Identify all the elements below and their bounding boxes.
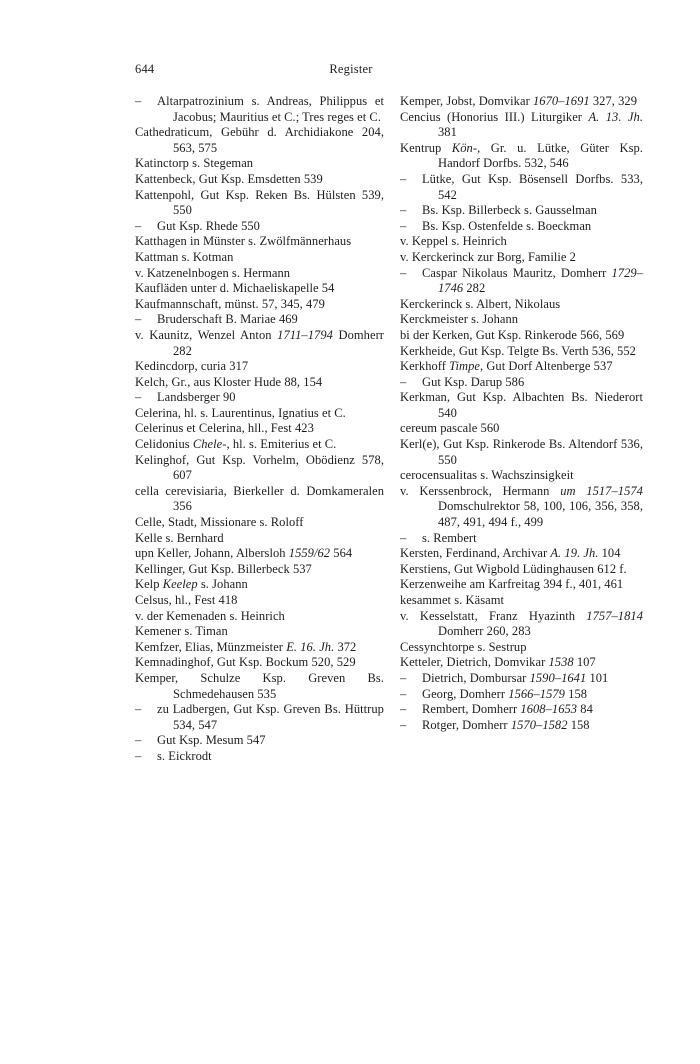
index-entry [400, 546, 643, 562]
index-subentry [400, 266, 643, 297]
subentry-dash: – [135, 390, 142, 405]
index-entry [135, 531, 384, 547]
entry-text: Gut Ksp. Mesum 547 [157, 733, 266, 748]
entry-text: v. Katzenelnbogen s. Hermann [135, 265, 291, 280]
entry-text: Kerkheide, Gut Ksp. Telgte Bs. Verth 536, 552 [400, 343, 636, 358]
index-entry [400, 110, 643, 141]
entry-text: v. Kesselstatt, Franz Hyazinth [400, 608, 587, 623]
entry-text: v. Kerckerinck zur Borg, Familie 2 [400, 249, 576, 264]
index-entry [135, 609, 384, 625]
entry-text: cereum pascale 560 [400, 421, 500, 436]
entry-text: Lütke, Gut Ksp. Bösensell Dorfbs. 533, 542 [422, 171, 643, 202]
entry-text: Landsberger 90 [157, 390, 236, 405]
index-entry [135, 375, 384, 391]
entry-text: 372 [334, 639, 357, 654]
entry-italic-text: Chele- [192, 437, 227, 452]
entry-text: 327, 329 [589, 94, 637, 108]
entry-text: 107 [573, 655, 596, 670]
entry-text: Domschulrektor 58, 100, 106, 356, 358, 487, 491, 494 f., 499 [438, 499, 643, 530]
entry-text: Altarpatrozinium s. Andreas, Philippus et Jacobus; Mauritius et C.; Tres reges et C. [157, 94, 384, 124]
entry-text: , Gr. u. Lütke, Güter Ksp. Handorf Dorfbs. 532, 546 [438, 140, 643, 171]
subentry-dash: – [400, 717, 407, 732]
index-entry [400, 250, 643, 266]
entry-text: Katthagen in Münster s. Zwölfmännerhaus [135, 234, 352, 249]
entry-italic-text: 1670–1691 [532, 94, 590, 108]
index-entry [400, 593, 643, 609]
index-subentry [400, 671, 643, 687]
entry-text: Kelinghof, Gut Ksp. Vorhelm, Obödienz 578, 607 [135, 452, 384, 483]
entry-text: Kentrup [400, 140, 452, 155]
index-subentry [135, 702, 384, 733]
entry-text: Cessynchtorpe s. Sestrup [400, 639, 527, 654]
entry-italic-text: A. 13. Jh. [588, 109, 643, 124]
entry-text: Kaufmannschaft, münst. 57, 345, 479 [135, 296, 325, 311]
entry-italic-text: 1757–1814 [586, 608, 643, 623]
entry-text: Kemener s. Timan [135, 624, 228, 639]
index-entry [135, 188, 384, 219]
index-entry [400, 468, 643, 484]
index-subentry [135, 312, 384, 328]
entry-text: v. Kerssenbrock, Hermann [400, 483, 561, 498]
entry-italic-text: 1729–1746 [438, 265, 643, 296]
entry-text: 101 [586, 670, 609, 685]
entry-text: Kelch, Gr., aus Kloster Hude 88, 154 [135, 374, 323, 389]
index-entry [400, 655, 643, 671]
entry-text: Ketteler, Dietrich, Domvikar [400, 655, 549, 670]
index-entry [400, 640, 643, 656]
index-subentry [400, 687, 643, 703]
entry-italic-text: 1590–1641 [529, 670, 587, 685]
subentry-dash: – [135, 312, 142, 327]
index-entry [400, 390, 643, 421]
index-entry [400, 359, 643, 375]
index-entry [400, 484, 643, 531]
entry-text: 564 [330, 546, 353, 561]
index-column-right [400, 94, 643, 733]
page-header [135, 62, 567, 82]
entry-text: Celerina, hl. s. Laurentinus, Ignatius et C. [135, 405, 346, 420]
entry-text: v. Kaunitz, Wenzel Anton [135, 327, 278, 342]
entry-text: upn Keller, Johann, Albersloh [135, 546, 289, 561]
entry-text: 282 [463, 281, 486, 296]
entry-text: Kemnadinghof, Gut Ksp. Bockum 520, 529 [135, 655, 356, 670]
entry-text: Gut Ksp. Rhede 550 [157, 218, 260, 233]
index-entry [135, 406, 384, 422]
subentry-dash: – [400, 686, 407, 701]
entry-text: Celle, Stadt, Missionare s. Roloff [135, 515, 304, 530]
index-entry [135, 266, 384, 282]
entry-text: Celidonius [135, 437, 193, 452]
index-entry [400, 141, 643, 172]
entry-text: s. Rembert [422, 530, 477, 545]
index-entry [135, 250, 384, 266]
entry-text: Bs. Ksp. Ostenfelde s. Boeckman [422, 218, 592, 233]
entry-text: Celsus, hl., Fest 418 [135, 593, 238, 607]
index-entry [135, 562, 384, 578]
entry-text: v. der Kemenaden s. Heinrich [135, 608, 285, 623]
entry-italic-text: 1566–1579 [508, 686, 565, 701]
entry-text: Kattenpohl, Gut Ksp. Reken Bs. Hülsten 539, 550 [135, 187, 384, 218]
entry-text: Cencius (Honorius III.) Liturgiker [400, 109, 589, 124]
entry-text: Celerinus et Celerina, hll., Fest 423 [135, 421, 314, 436]
entry-text: Dietrich, Dombursar [422, 670, 530, 685]
index-entry [135, 640, 384, 656]
entry-text: Bruderschaft B. Mariae 469 [157, 312, 298, 327]
index-entry [400, 609, 643, 640]
entry-text: v. Keppel s. Heinrich [400, 234, 507, 249]
index-entry [135, 437, 384, 453]
subentry-dash: – [135, 702, 142, 717]
entry-text: Kellinger, Gut Ksp. Billerbeck 537 [135, 561, 312, 576]
index-entry [135, 577, 384, 593]
entry-italic-text: A. 19. Jh. [550, 546, 599, 561]
index-entry [400, 328, 643, 344]
entry-text: 158 [567, 717, 590, 732]
entry-italic-text: 1570–1582 [510, 717, 568, 732]
index-entry [135, 125, 384, 156]
index-subentry [135, 219, 384, 235]
index-entry [400, 297, 643, 313]
index-entry [400, 437, 643, 468]
subentry-dash: – [135, 94, 142, 108]
index-entry [135, 515, 384, 531]
index-entry [135, 281, 384, 297]
entry-text: cella cerevisiaria, Bierkeller d. Domkameralen 356 [135, 483, 384, 514]
page-number: 644 [135, 62, 155, 76]
index-entry [400, 312, 643, 328]
index-entry [135, 234, 384, 250]
entry-text: Domherr 260, 283 [438, 624, 531, 639]
entry-italic-text: Kön- [451, 140, 478, 155]
entry-text: Kattenbeck, Gut Ksp. Emsdetten 539 [135, 171, 323, 186]
entry-text: Rotger, Domherr [422, 717, 511, 732]
index-entry [135, 593, 384, 609]
index-entry [400, 562, 643, 578]
subentry-dash: – [135, 748, 142, 763]
entry-text: Kerkhoff [400, 359, 450, 374]
index-subentry [400, 702, 643, 718]
entry-text: Kerzenweihe am Karfreitag 394 f., 401, 461 [400, 577, 624, 592]
entry-text: Georg, Domherr [422, 686, 509, 701]
entry-text: Kerkman, Gut Ksp. Albachten Bs. Niederort 540 [400, 390, 643, 420]
index-entry [135, 156, 384, 172]
index-column-left [135, 94, 384, 765]
entry-text: Kelp [135, 577, 163, 592]
entry-italic-text: 1608–1653 [520, 702, 578, 717]
index-entry [135, 172, 384, 188]
entry-text: 158 [564, 686, 588, 701]
index-subentry [135, 749, 384, 765]
index-subentry [135, 733, 384, 749]
entry-text: Kerl(e), Gut Ksp. Rinkerode Bs. Altendorf 536, 550 [400, 437, 643, 467]
index-subentry [400, 172, 643, 203]
entry-text: Kaufläden unter d. Michaeliskapelle 54 [135, 281, 335, 296]
subentry-dash: – [400, 265, 407, 280]
entry-text: Domherr 282 [173, 327, 384, 358]
index-entry [135, 328, 384, 359]
index-subentry [400, 718, 643, 734]
entry-italic-text: 1538 [548, 655, 574, 670]
entry-italic-text: 1559/62 [288, 546, 331, 561]
index-entry [400, 94, 643, 110]
entry-text: kesammet s. Käsamt [400, 593, 505, 607]
entry-text: Kersten, Ferdinand, Archivar [400, 546, 551, 561]
subentry-dash: – [400, 374, 407, 389]
index-entry [135, 671, 384, 702]
index-entry [135, 421, 384, 437]
index-entry [135, 484, 384, 515]
index-entry [135, 655, 384, 671]
index-entry [400, 577, 643, 593]
index-subentry [135, 94, 384, 125]
entry-text: Bs. Ksp. Billerbeck s. Gausselman [422, 203, 597, 218]
index-entry [135, 359, 384, 375]
index-entry [400, 421, 643, 437]
subentry-dash: – [135, 733, 142, 748]
index-subentry [400, 203, 643, 219]
index-entry [135, 624, 384, 640]
subentry-dash: – [400, 171, 407, 186]
subentry-dash: – [400, 702, 407, 717]
index-subentry [400, 531, 643, 547]
entry-text: Kemper, Schulze Ksp. Greven Bs. Schmedehausen 535 [135, 670, 384, 701]
index-entry [135, 297, 384, 313]
entry-text: Gut Ksp. Darup 586 [422, 374, 525, 389]
entry-italic-text: Timpe [449, 359, 480, 374]
entry-text: cerocensualitas s. Wachszinsigkeit [400, 468, 574, 483]
entry-italic-text: um 1517–1574 [560, 483, 643, 498]
entry-text: Kerckmeister s. Johann [400, 312, 519, 327]
index-subentry [400, 375, 643, 391]
entry-text: zu Ladbergen, Gut Ksp. Greven Bs. Hüttrup 534, 547 [157, 702, 384, 732]
subentry-dash: – [400, 530, 407, 545]
entry-text: Kerckerinck s. Albert, Nikolaus [400, 296, 561, 311]
index-entry [135, 453, 384, 484]
entry-text: s. Eickrodt [157, 748, 212, 763]
subentry-dash: – [135, 218, 142, 233]
entry-text: Katinctorp s. Stegeman [135, 156, 254, 171]
subentry-dash: – [400, 218, 407, 233]
entry-text: Cathedraticum, Gebühr d. Archidiakone 204, 563, 575 [135, 125, 384, 155]
subentry-dash: – [400, 670, 407, 685]
entry-text: Kerstiens, Gut Wigbold Lüdinghausen 612 f. [400, 561, 627, 576]
entry-text: 84 [577, 702, 593, 717]
entry-italic-text: Keelep [162, 577, 198, 592]
index-entry [400, 234, 643, 250]
entry-text: Kattman s. Kotman [135, 249, 234, 264]
entry-text: , Gut Dorf Altenberge 537 [479, 359, 613, 374]
entry-text: , hl. s. Emiterius et C. [226, 437, 337, 452]
entry-text: Caspar Nikolaus Mauritz, Domherr [422, 265, 612, 280]
entry-text: Kemper, Jobst, Domvikar [400, 94, 533, 108]
entry-text: Kemfzer, Elias, Münzmeister [135, 639, 287, 654]
index-entry [135, 546, 384, 562]
subentry-dash: – [400, 203, 407, 218]
entry-text: bi der Kerken, Gut Ksp. Rinkerode 566, 569 [400, 327, 625, 342]
running-title: Register [329, 62, 373, 76]
entry-text: Kelle s. Bernhard [135, 530, 224, 545]
index-entry [400, 344, 643, 360]
entry-text: Rembert, Domherr [422, 702, 521, 717]
entry-italic-text: 1711–1794 [277, 327, 333, 342]
entry-text: s. Johann [197, 577, 248, 592]
entry-italic-text: E. 16. Jh. [286, 639, 335, 654]
entry-text: 104 [598, 546, 621, 561]
entry-text: Kedincdorp, curia 317 [135, 359, 249, 374]
index-subentry [400, 219, 643, 235]
entry-text: 381 [438, 125, 457, 140]
index-subentry [135, 390, 384, 406]
